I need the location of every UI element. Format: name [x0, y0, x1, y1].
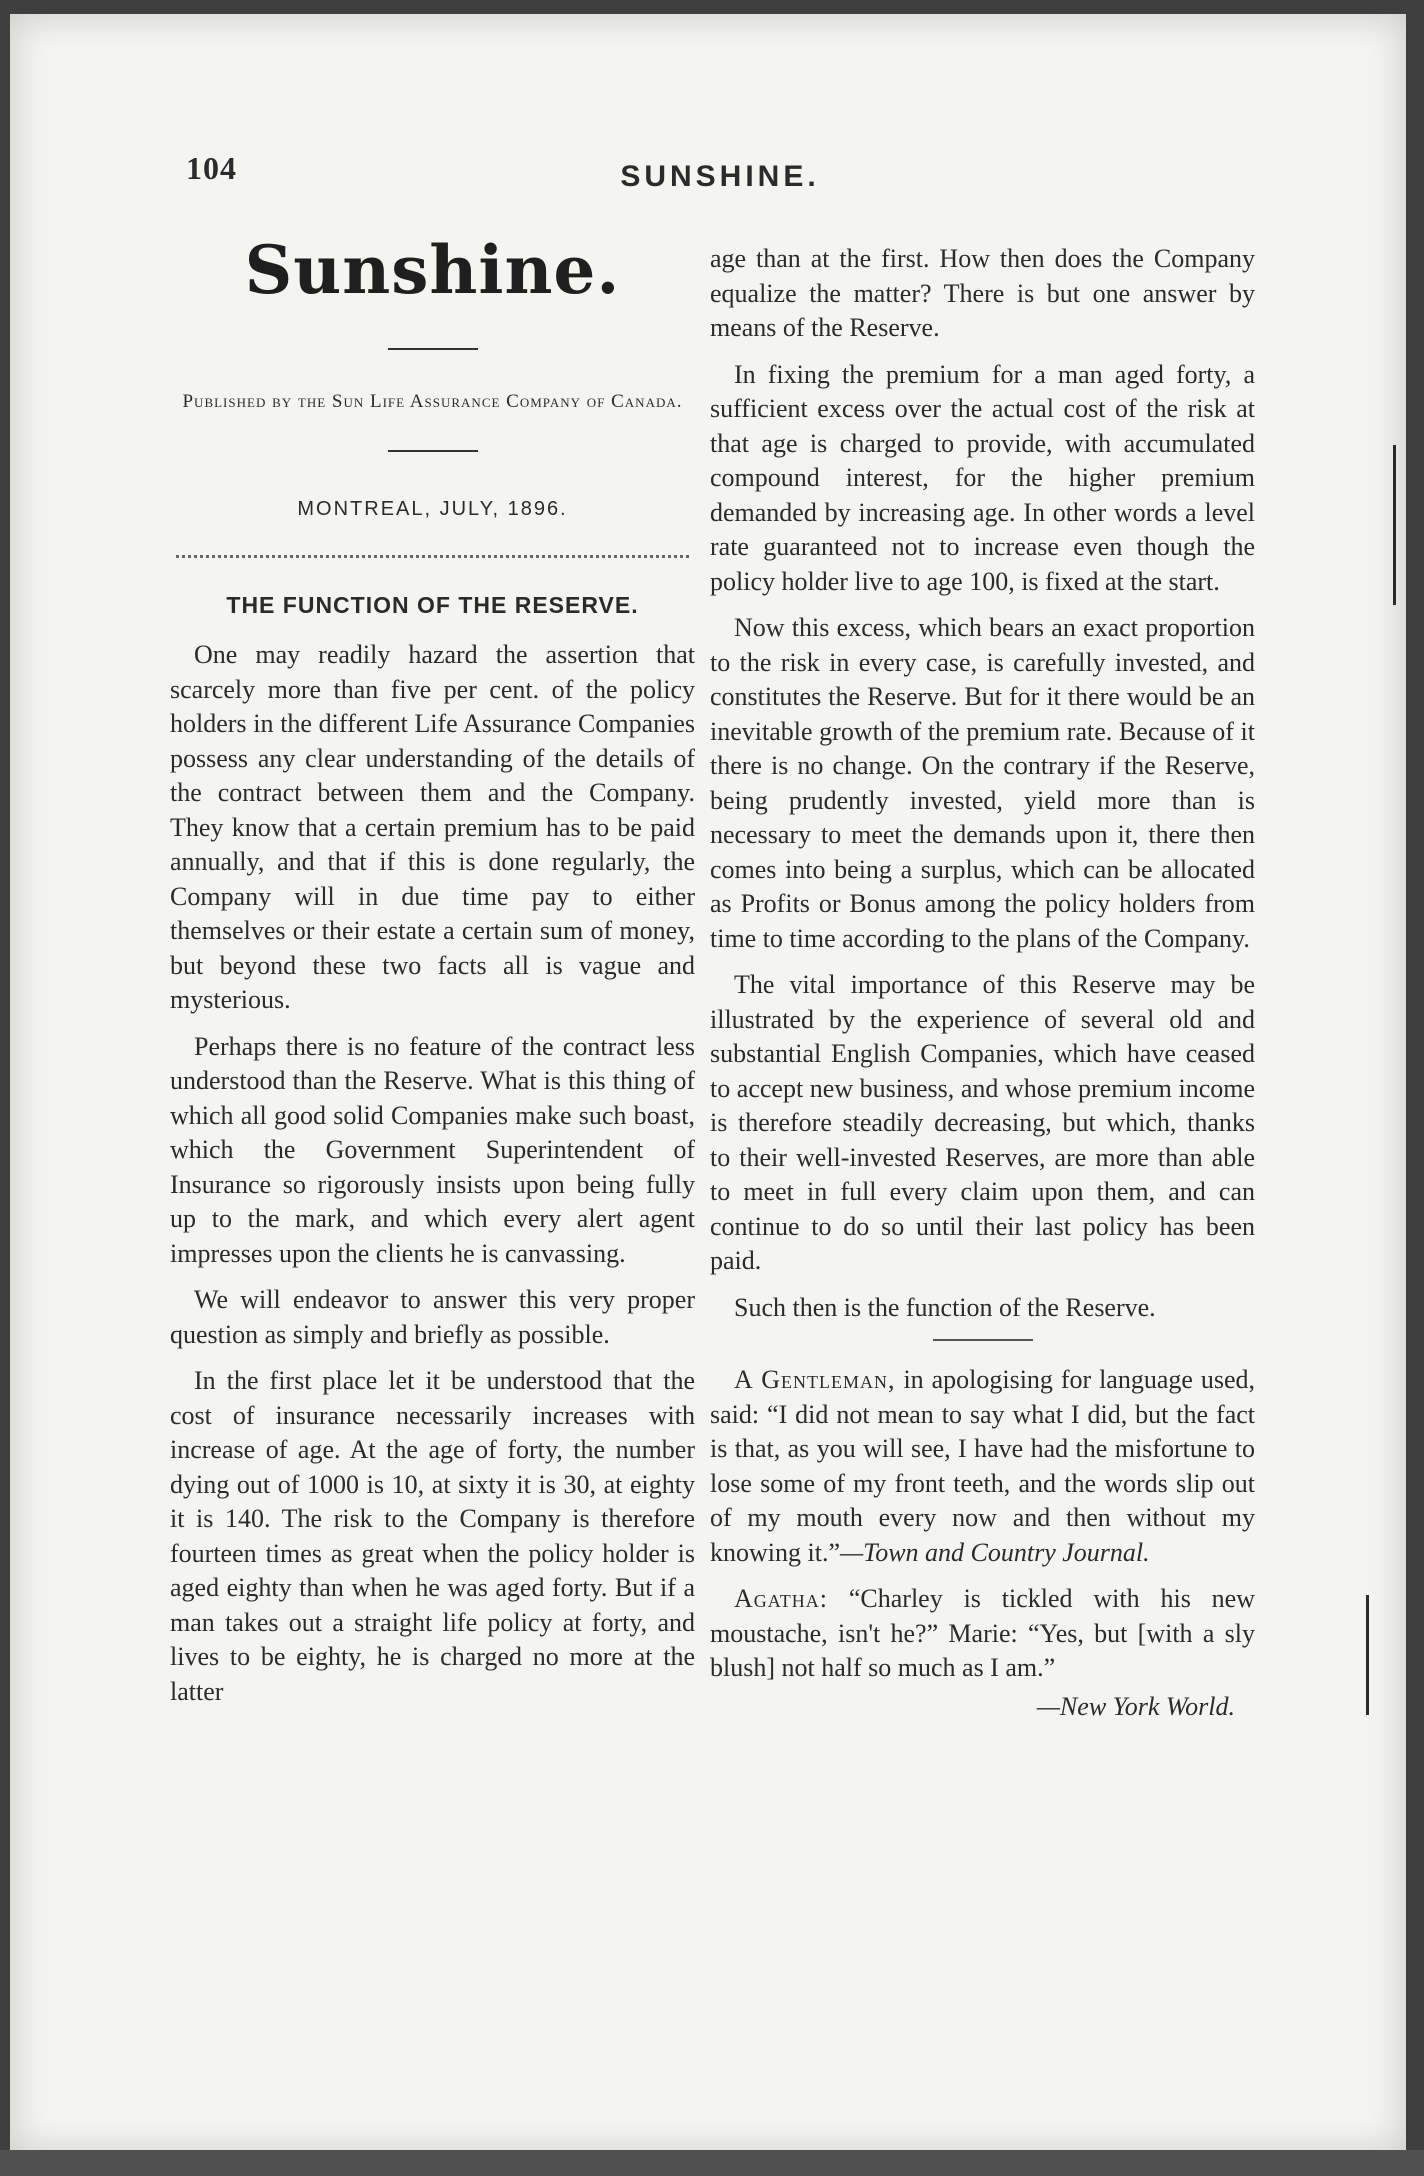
anecdote-lead: A Gentleman, — [734, 1365, 896, 1394]
right-column — [710, 242, 1255, 1724]
anecdote-paragraph — [710, 1582, 1255, 1686]
article-paragraph: We will endeavor to answer this very proper question as simply and briefly as possible. — [170, 1285, 695, 1349]
running-head: SUNSHINE. — [620, 160, 820, 193]
publisher-rule — [388, 450, 478, 452]
anecdote-paragraph — [710, 1363, 1255, 1570]
article-paragraph: The vital importance of this Reserve may be illustrated by the experience of several old and substantial English Companies, which have ceased to accept new business, and whose premium income is therefore steadily decreasing, but which, thanks to their well-invested Reserves, are more than able to meet in full every claim upon them, and can continue to do so until their last policy has been paid. — [710, 970, 1255, 1275]
article-paragraph: In the first place let it be understood that the cost of insurance necessarily increases with increase of age. At the age of forty, the number dying out of 1000 is 10, at sixty it is 30, at eighty it is 140. The risk to the Company is therefore fourteen times as great when the policy holder is aged eighty than when he was aged forty. But if a man takes out a straight life policy at forty, and lives to be eighty, he is charged no more at the latter — [170, 1366, 695, 1706]
left-column — [170, 218, 695, 1721]
article-paragraph: Perhaps there is no feature of the contract less understood than the Reserve. What is this thing of which all good solid Companies make such boast, which the Government Superintendent of Insurance so rigorously insists upon being fully up to the mark, and which every alert agent impresses upon the clients he is canvassing. — [170, 1031, 695, 1268]
anecdote-source: —New York World. — [1036, 1691, 1235, 1721]
anecdote-source: —Town and Country Journal. — [840, 1537, 1150, 1567]
anecdote-text: “Charley is tickled with his new moustache, isn't he?” Marie: “Yes, but [with a sly blush] not half so much as I am.” — [710, 1584, 1255, 1682]
article-title: THE FUNCTION OF THE RESERVE. — [226, 591, 639, 618]
masthead-title: Sunshine. — [244, 231, 621, 309]
article-paragraph: Such then is the function of the Reserve. — [734, 1292, 1156, 1322]
article-paragraph: One may readily hazard the assertion that scarcely more than five per cent. of the policy holders in the different Life Assurance Companies possess any clear understanding of the details of the contract between them and the Company. They know that a certain premium has to be paid annually, and that if this is done regularly, the Company will in due time pay to either themselves or their estate a certain sum of money, but beyond these two facts all is vague and mysterious. — [170, 640, 695, 1014]
article-paragraph: In fixing the premium for a man aged forty, a sufficient excess over the actual cost of the risk at that age is charged to provide, with accumulated compound interest, for the higher premium demanded by increasing age. In other words a level rate guaranteed not to increase even though the policy holder live to age 100, is fixed at the start. — [710, 359, 1255, 596]
article-paragraph-continued: age than at the first. How then does the Company equalize the matter? There is but one answer by means of the Reserve. — [710, 244, 1255, 342]
publisher-line: Published by the Sun Life Assurance Company of Canada. — [182, 391, 683, 412]
page-number: 104 — [186, 150, 237, 186]
article-paragraph: Now this excess, which bears an exact proportion to the risk in every case, is carefully invested, and constitutes the Reserve. But for it there would be an inevitable growth of the premium rate. Because of it there is no change. On the contrary if the Reserve, being prudently invested, yield more than is necessary to meet the demands upon it, there then comes into being a surplus, which can be allocated as Profits or Bonus among the policy holders from time to time according to the plans of the Company. — [710, 613, 1255, 953]
scan-bottom-edge — [0, 2150, 1424, 2176]
masthead-rule — [388, 348, 478, 350]
binding-mark — [1393, 445, 1396, 605]
anecdote-divider — [933, 1339, 1033, 1341]
anecdote-lead: Agatha: — [734, 1584, 828, 1613]
binding-mark — [1366, 1595, 1369, 1715]
anecdote-text: in apologising for language used, said: “I did not mean to say what I did, but the fact is that, as you will see, I have had the misfortune to lose some of my front teeth, and the words slip out of my mouth every now and then without my knowing it.” — [710, 1365, 1255, 1567]
dateline: MONTREAL, JULY, 1896. — [297, 498, 568, 520]
dotted-divider — [176, 555, 689, 558]
